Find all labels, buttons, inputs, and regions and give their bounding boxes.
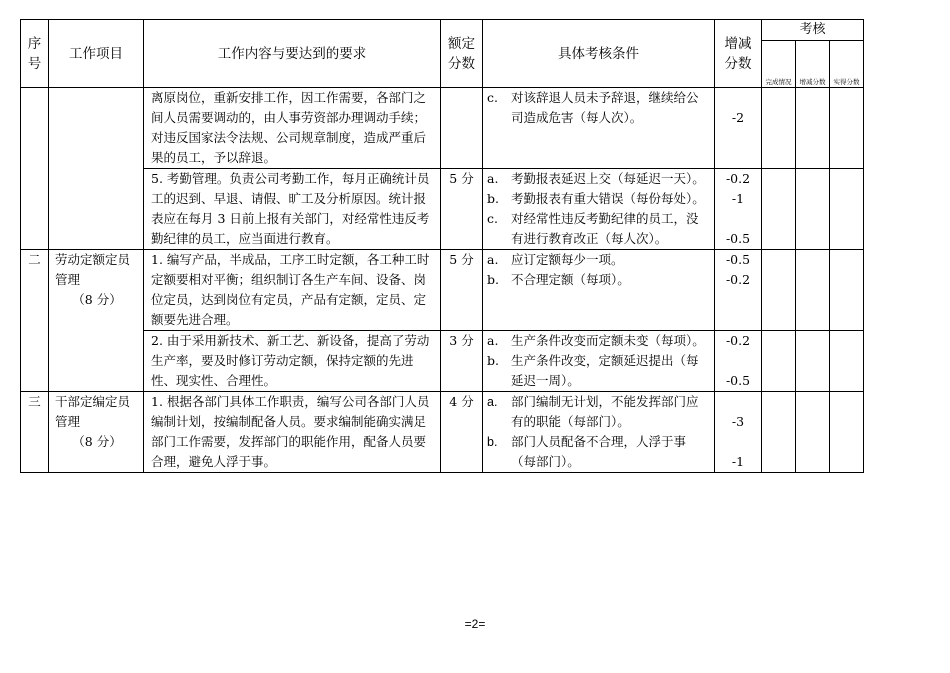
condition-item [487,331,710,351]
value-line: -1 [731,454,745,469]
row-item-score: （8 分） [72,434,122,449]
row-conditions [483,88,715,169]
value-line: -0.5 [725,373,751,388]
value-line: -0.5 [725,231,751,246]
header-item: 工作项目 [49,20,144,88]
row-item: 干部定编定员管理 [55,394,131,429]
page-number: =2= [464,617,486,631]
value-line: -0.2 [725,333,751,348]
table-row [21,331,864,392]
cell-actual [830,392,864,473]
condition-text: 应订定额每少一项。 [511,252,624,267]
value-line: -2 [731,110,745,125]
row-quota: 5 分 [441,169,483,250]
value-line: -0.2 [725,272,751,287]
condition-label: a. [487,395,498,409]
row-seq [21,88,49,250]
condition-text: 部门人员配备不合理，人浮于事（每部门）。 [511,434,687,469]
cell-completion [762,331,796,392]
row-content: 1. 编写产品，半成品，工序工时定额，各工种工时定额要相对平衡；组织制订各生产车间、设备、岗位定员，达到岗位有定员，产品有定额，定员、定额要先进合理。 [144,250,441,331]
condition-item [487,250,710,270]
condition-label: b. [487,353,499,368]
row-content: 2. 由于采用新技术、新工艺、新设备，提高了劳动生产率，要及时修订劳动定额，保持定额的先进性、现实性、合理性。 [144,331,441,392]
value-line [719,351,757,371]
assessment-table [20,19,864,473]
cell-actual [830,88,864,169]
value-line [719,432,757,452]
value-line: -0.2 [725,171,751,186]
cell-delta [796,331,830,392]
cell-delta [796,250,830,331]
cell-actual [830,169,864,250]
condition-item [487,88,710,128]
table-body [21,88,864,473]
row-item [49,88,144,250]
row-content: 5. 考勤管理。负责公司考勤工作，每月正确统计员工的迟到、早退、请假、旷工及分析原因。统计报表应在每月 3 日前上报有关部门，对经常性违反考勤纪律的员工，应当面进行教育。 [144,169,441,250]
row-seq: 三 [21,392,49,473]
row-item-cell [49,392,144,473]
header-sub-completion: 完成情况 [762,41,796,88]
condition-text: 部门编制无计划，不能发挥部门应有的职能（每部门）。 [511,394,699,429]
condition-label: b. [487,435,498,449]
condition-text: 对经常性违反考勤纪律的员工，没有进行教育改正（每人次）。 [511,211,699,246]
condition-label: b. [487,191,499,206]
value-line: -1 [731,191,745,206]
cell-delta [796,88,830,169]
condition-text: 考勤报表有重大错误（每份每处）。 [511,191,705,206]
condition-label: a. [487,171,499,186]
condition-item [487,209,710,249]
row-quota: 4 分 [441,392,483,473]
header-assess: 考核 [762,20,864,41]
value-line: -3 [731,414,745,429]
cell-delta [796,169,830,250]
row-content: 1. 根据各部门具体工作职责，编写公司各部门人员编制计划，按编制配备人员。要求编制能确实满足部门工作需要，发挥部门的职能作用，配备人员要合理，避免人浮于事。 [144,392,441,473]
header-content: 工作内容与要达到的要求 [144,20,441,88]
row-quota: 3 分 [441,331,483,392]
value-line [719,392,757,412]
header-quota: 额定分数 [441,20,483,88]
row-values [715,331,762,392]
row-conditions [483,392,715,473]
header-conditions: 具体考核条件 [483,20,715,88]
condition-text: 考勤报表延迟上交（每延迟一天）。 [511,171,705,186]
condition-label: c. [487,90,498,105]
table-row [21,169,864,250]
row-seq: 二 [21,250,49,392]
cell-delta [796,392,830,473]
row-content: 离原岗位，重新安排工作，因工作需要，各部门之间人员需要调动的，由人事劳资部办理调动手续；对违反国家法令法规、公司规章制度，造成严重后果的员工，予以辞退。 [144,88,441,169]
condition-label: b. [487,272,499,287]
row-values [715,88,762,169]
row-quota [441,88,483,169]
cell-completion [762,392,796,473]
row-conditions [483,331,715,392]
row-values [715,392,762,473]
condition-text: 对该辞退人员未予辞退，继续给公司造成危害（每人次）。 [511,90,699,125]
table-row [21,392,864,473]
row-values [715,169,762,250]
row-conditions [483,250,715,331]
condition-text: 生产条件改变，定额延迟提出（每延迟一周）。 [511,353,699,388]
row-conditions [483,169,715,250]
condition-item [487,169,710,189]
header-sub-actual: 实得分数 [830,41,864,88]
condition-label: a. [487,252,499,267]
row-item-score: （8 分） [72,292,122,307]
condition-item [487,270,710,290]
value-line [719,209,757,229]
header-seq: 序号 [21,20,49,88]
condition-text: 不合理定额（每项）。 [511,272,630,287]
row-quota: 5 分 [441,250,483,331]
condition-text: 生产条件改变而定额未变（每项）。 [511,333,705,348]
condition-item [487,432,710,472]
cell-completion [762,88,796,169]
condition-label: c. [487,211,498,226]
condition-item [487,351,710,391]
table-row [21,88,864,169]
row-item-cell [49,250,144,392]
header-sub-delta: 增减分数 [796,41,830,88]
cell-actual [830,331,864,392]
value-line: -0.5 [725,252,751,267]
cell-actual [830,250,864,331]
cell-completion [762,250,796,331]
row-values [715,250,762,331]
condition-item [487,392,710,432]
value-line [719,88,757,108]
header-delta: 增减分数 [715,20,762,88]
row-item: 劳动定额定员管理 [55,252,131,287]
table-row [21,250,864,331]
cell-completion [762,169,796,250]
condition-item [487,189,710,209]
condition-label: a. [487,333,499,348]
